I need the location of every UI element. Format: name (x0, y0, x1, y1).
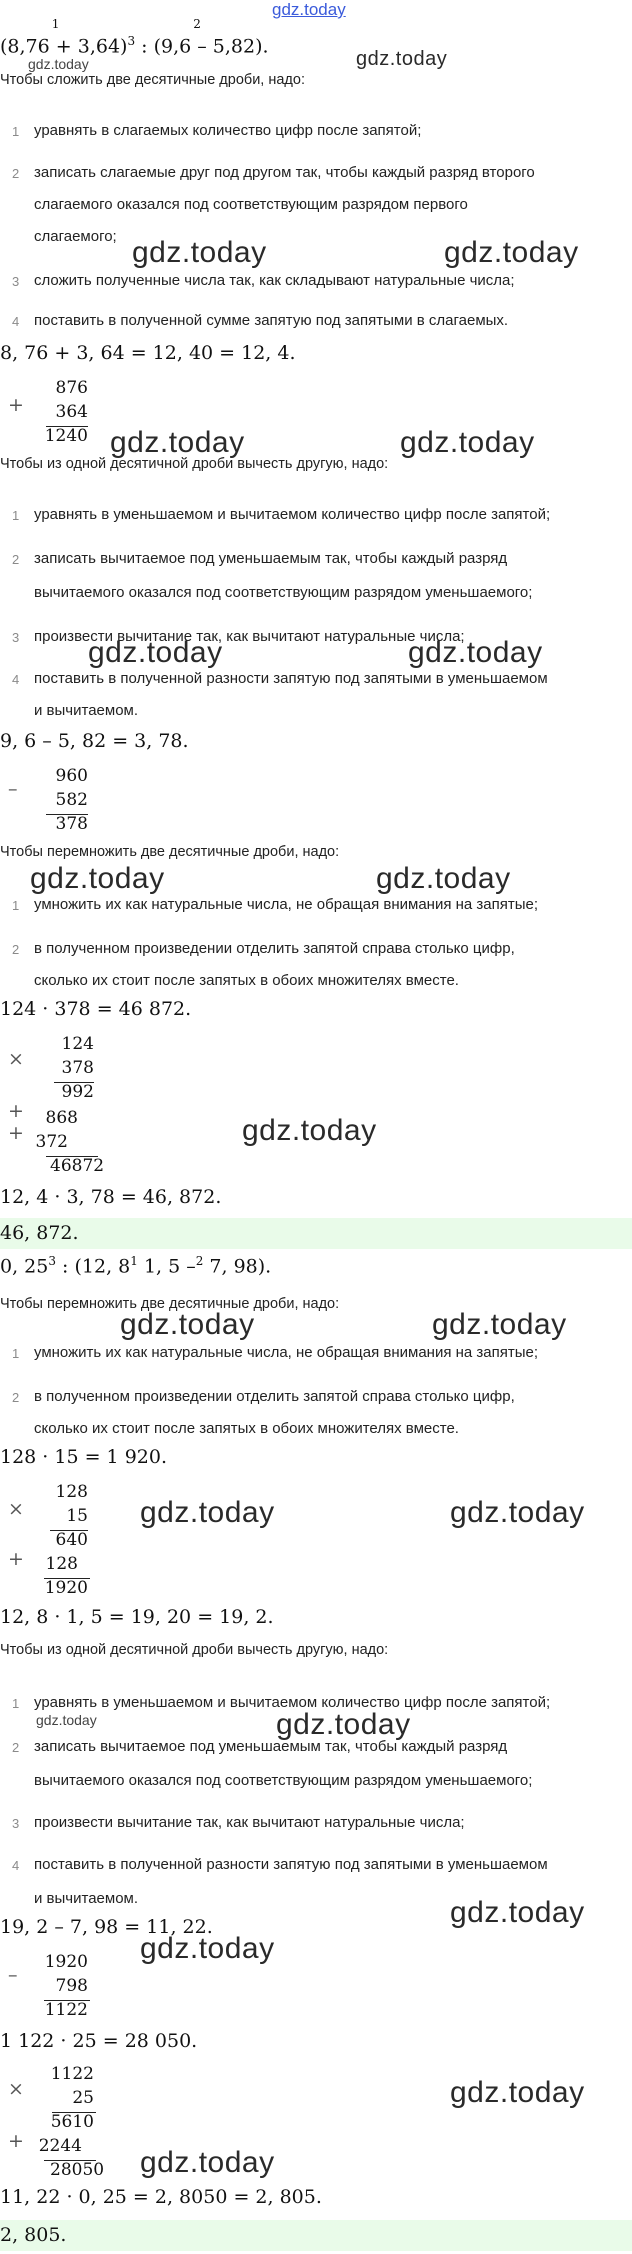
expr-part: : (12, 8 (62, 1255, 131, 1278)
column-partial: 640 (55, 1530, 88, 1550)
column-number: 868 (45, 1108, 78, 1128)
column-result: 1240 (44, 426, 88, 446)
watermark: gdz.today (140, 1496, 275, 1529)
rule-intro: Чтобы из одной десятичной дроби вычесть другую, надо: (0, 1642, 389, 1658)
list-number: 1 (12, 898, 20, 913)
list-number: 1 (12, 508, 20, 523)
rule-intro: Чтобы перемножить две десятичные дроби, надо: (0, 1296, 340, 1312)
watermark: gdz.today (242, 1114, 377, 1147)
list-item: и вычитаемом. (34, 1890, 139, 1907)
list-item: слагаемого; (34, 228, 117, 245)
times-sign: × (8, 2078, 24, 2100)
column-result: 1920 (44, 1578, 88, 1598)
equation: 9, 6 – 5, 82 = 3, 78. (0, 730, 189, 752)
column-number: 960 (55, 766, 88, 786)
rule-intro: Чтобы перемножить две десятичные дроби, надо: (0, 844, 340, 860)
minus-sign: – (8, 778, 18, 800)
column-number: 124 (61, 1034, 94, 1054)
plus-sign: + (8, 1100, 24, 1122)
list-number: 3 (12, 274, 20, 289)
plus-sign: + (8, 394, 24, 416)
answer-bar (0, 2220, 632, 2251)
expression-1 (0, 17, 269, 58)
times-sign: × (8, 1498, 24, 1520)
list-item: вычитаемого оказался под соответствующим разрядом уменьшаемого; (34, 1772, 533, 1789)
expr-fraction: 1 (51, 17, 60, 32)
watermark: gdz.today (30, 862, 165, 895)
watermark: gdz.today (140, 1932, 275, 1965)
watermark: gdz.today (28, 56, 89, 72)
column-number: 1920 (44, 1952, 88, 1972)
equation: 19, 2 – 7, 98 = 11, 22. (0, 1916, 213, 1938)
watermark: gdz.today (450, 1896, 585, 1929)
watermark: gdz.today (376, 862, 511, 895)
list-item: умножить их как натуральные числа, не обращая внимания на запятые; (34, 1344, 539, 1361)
expr-part: + 3,64) (55, 35, 128, 58)
equation: 124 · 378 = 46 872. (0, 998, 192, 1020)
equation: 12, 4 · 3, 78 = 46, 872. (0, 1186, 222, 1208)
watermark: gdz.today (276, 1708, 411, 1741)
equation: 8, 76 + 3, 64 = 12, 40 = 12, 4. (0, 342, 296, 364)
times-sign: × (8, 1048, 24, 1070)
column-number: 798 (55, 1976, 88, 1996)
expr-part: 7, 98). (209, 1255, 272, 1278)
list-item: записать вычитаемое под уменьшаемым так, чтобы каждый разряд (34, 1738, 508, 1755)
column-number: 2244 (38, 2136, 82, 2156)
list-number: 1 (12, 1346, 20, 1361)
column-number: 128 (55, 1482, 88, 1502)
watermark: gdz.today (444, 236, 579, 269)
watermark: gdz.today (400, 426, 535, 459)
column-result: 28050 (50, 2160, 105, 2180)
plus-sign: + (8, 1122, 24, 1144)
column-result: 1122 (44, 2000, 88, 2020)
expr-part: 1, 5 – (143, 1255, 196, 1278)
equation: 128 · 15 = 1 920. (0, 1446, 167, 1468)
rule-intro: Чтобы из одной десятичной дроби вычесть другую, надо: (0, 456, 389, 472)
expr-part: : (9,6 (141, 35, 192, 58)
expr-fraction: 1 (130, 1254, 138, 1268)
list-number: 1 (12, 1696, 20, 1711)
list-item: умножить их как натуральные числа, не обращая внимания на запятые; (34, 896, 539, 913)
list-number: 2 (12, 942, 20, 957)
column-number: 582 (55, 790, 88, 810)
expr-power: 3 (48, 1254, 56, 1268)
list-item: сложить полученные числа так, как складывают натуральные числа; (34, 272, 515, 289)
list-number: 3 (12, 1816, 20, 1831)
plus-sign: + (8, 1548, 24, 1570)
column-number: 364 (55, 402, 88, 422)
list-item: в полученном произведении отделить запятой справа столько цифр, (34, 1388, 515, 1405)
watermark: gdz.today (356, 48, 448, 70)
list-item: и вычитаемом. (34, 702, 139, 719)
rule-intro: Чтобы сложить две десятичные дроби, надо: (0, 72, 305, 88)
expr-part: – 5,82). (197, 35, 269, 58)
list-number: 4 (12, 1858, 20, 1873)
expr-part: 0, 25 (0, 1255, 49, 1278)
column-number: 378 (61, 1058, 94, 1078)
column-result: 378 (55, 814, 88, 834)
list-item: уравнять в уменьшаемом и вычитаемом количество цифр после запятой; (34, 506, 551, 523)
list-item: поставить в полученной разности запятую под запятыми в уменьшаемом (34, 1856, 548, 1873)
list-item: записать слагаемые друг под другом так, чтобы каждый разряд второго (34, 164, 535, 181)
watermark: gdz.today (408, 636, 543, 669)
list-number: 4 (12, 314, 20, 329)
column-number: 1122 (50, 2064, 94, 2084)
list-item: сколько их стоит после запятых в обоих множителях вместе. (34, 972, 459, 989)
list-item: произвести вычитание так, как вычитают натуральные числа; (34, 628, 465, 645)
list-number: 3 (12, 630, 20, 645)
list-number: 2 (12, 1740, 20, 1755)
list-number: 4 (12, 672, 20, 687)
list-item: поставить в полученной разности запятую под запятыми в уменьшаемом (34, 670, 548, 687)
list-item: слагаемого оказался под соответствующим разрядом первого (34, 196, 468, 213)
watermark: gdz.today (88, 636, 223, 669)
watermark: gdz.today (120, 1308, 255, 1341)
expression-2 (0, 1254, 271, 1277)
list-item: поставить в полученной сумме запятую под запятыми в слагаемых. (34, 312, 509, 329)
list-item: уравнять в уменьшаемом и вычитаемом количество цифр после запятой; (34, 1694, 551, 1711)
list-number: 2 (12, 552, 20, 567)
answer-bar (0, 1218, 632, 1249)
list-item: уравнять в слагаемых количество цифр после запятой; (34, 122, 422, 139)
watermark: gdz.today (432, 1308, 567, 1341)
column-number: 876 (55, 378, 88, 398)
list-number: 1 (12, 124, 20, 139)
equation: 11, 22 · 0, 25 = 2, 8050 = 2, 805. (0, 2186, 322, 2208)
watermark: gdz.today (450, 1496, 585, 1529)
list-number: 2 (12, 166, 20, 181)
watermark: gdz.today (140, 2146, 275, 2179)
answer-value: 2, 805. (0, 2224, 67, 2246)
column-partial: 5610 (50, 2112, 94, 2132)
column-number: 372 (35, 1132, 68, 1152)
column-number: 128 (45, 1554, 78, 1574)
watermark: gdz.today (132, 236, 267, 269)
column-result: 46872 (50, 1156, 105, 1176)
watermark: gdz.today (110, 426, 245, 459)
list-number: 2 (12, 1390, 20, 1405)
equation: 1 122 · 25 = 28 050. (0, 2030, 198, 2052)
expr-part: (8,76 (0, 35, 50, 58)
column-partial: 992 (61, 1082, 94, 1102)
watermark: gdz.today (36, 1712, 97, 1728)
plus-sign: + (8, 2130, 24, 2152)
minus-sign: – (8, 1964, 18, 1986)
column-number: 15 (66, 1506, 88, 1526)
answer-value: 46, 872. (0, 1222, 79, 1244)
list-item: произвести вычитание так, как вычитают натуральные числа; (34, 1814, 465, 1831)
expr-power: 3 (127, 34, 136, 48)
site-logo[interactable]: gdz.today (272, 0, 346, 19)
equation: 12, 8 · 1, 5 = 19, 20 = 19, 2. (0, 1606, 274, 1628)
list-item: записать вычитаемое под уменьшаемым так, чтобы каждый разряд (34, 550, 508, 567)
expr-fraction: 2 (193, 17, 201, 32)
list-item: в полученном произведении отделить запятой справа столько цифр, (34, 940, 515, 957)
list-item: вычитаемого оказался под соответствующим разрядом уменьшаемого; (34, 584, 533, 601)
column-number: 25 (72, 2088, 94, 2108)
expr-fraction: 2 (195, 1254, 204, 1268)
list-item: сколько их стоит после запятых в обоих множителях вместе. (34, 1420, 459, 1437)
watermark: gdz.today (450, 2076, 585, 2109)
